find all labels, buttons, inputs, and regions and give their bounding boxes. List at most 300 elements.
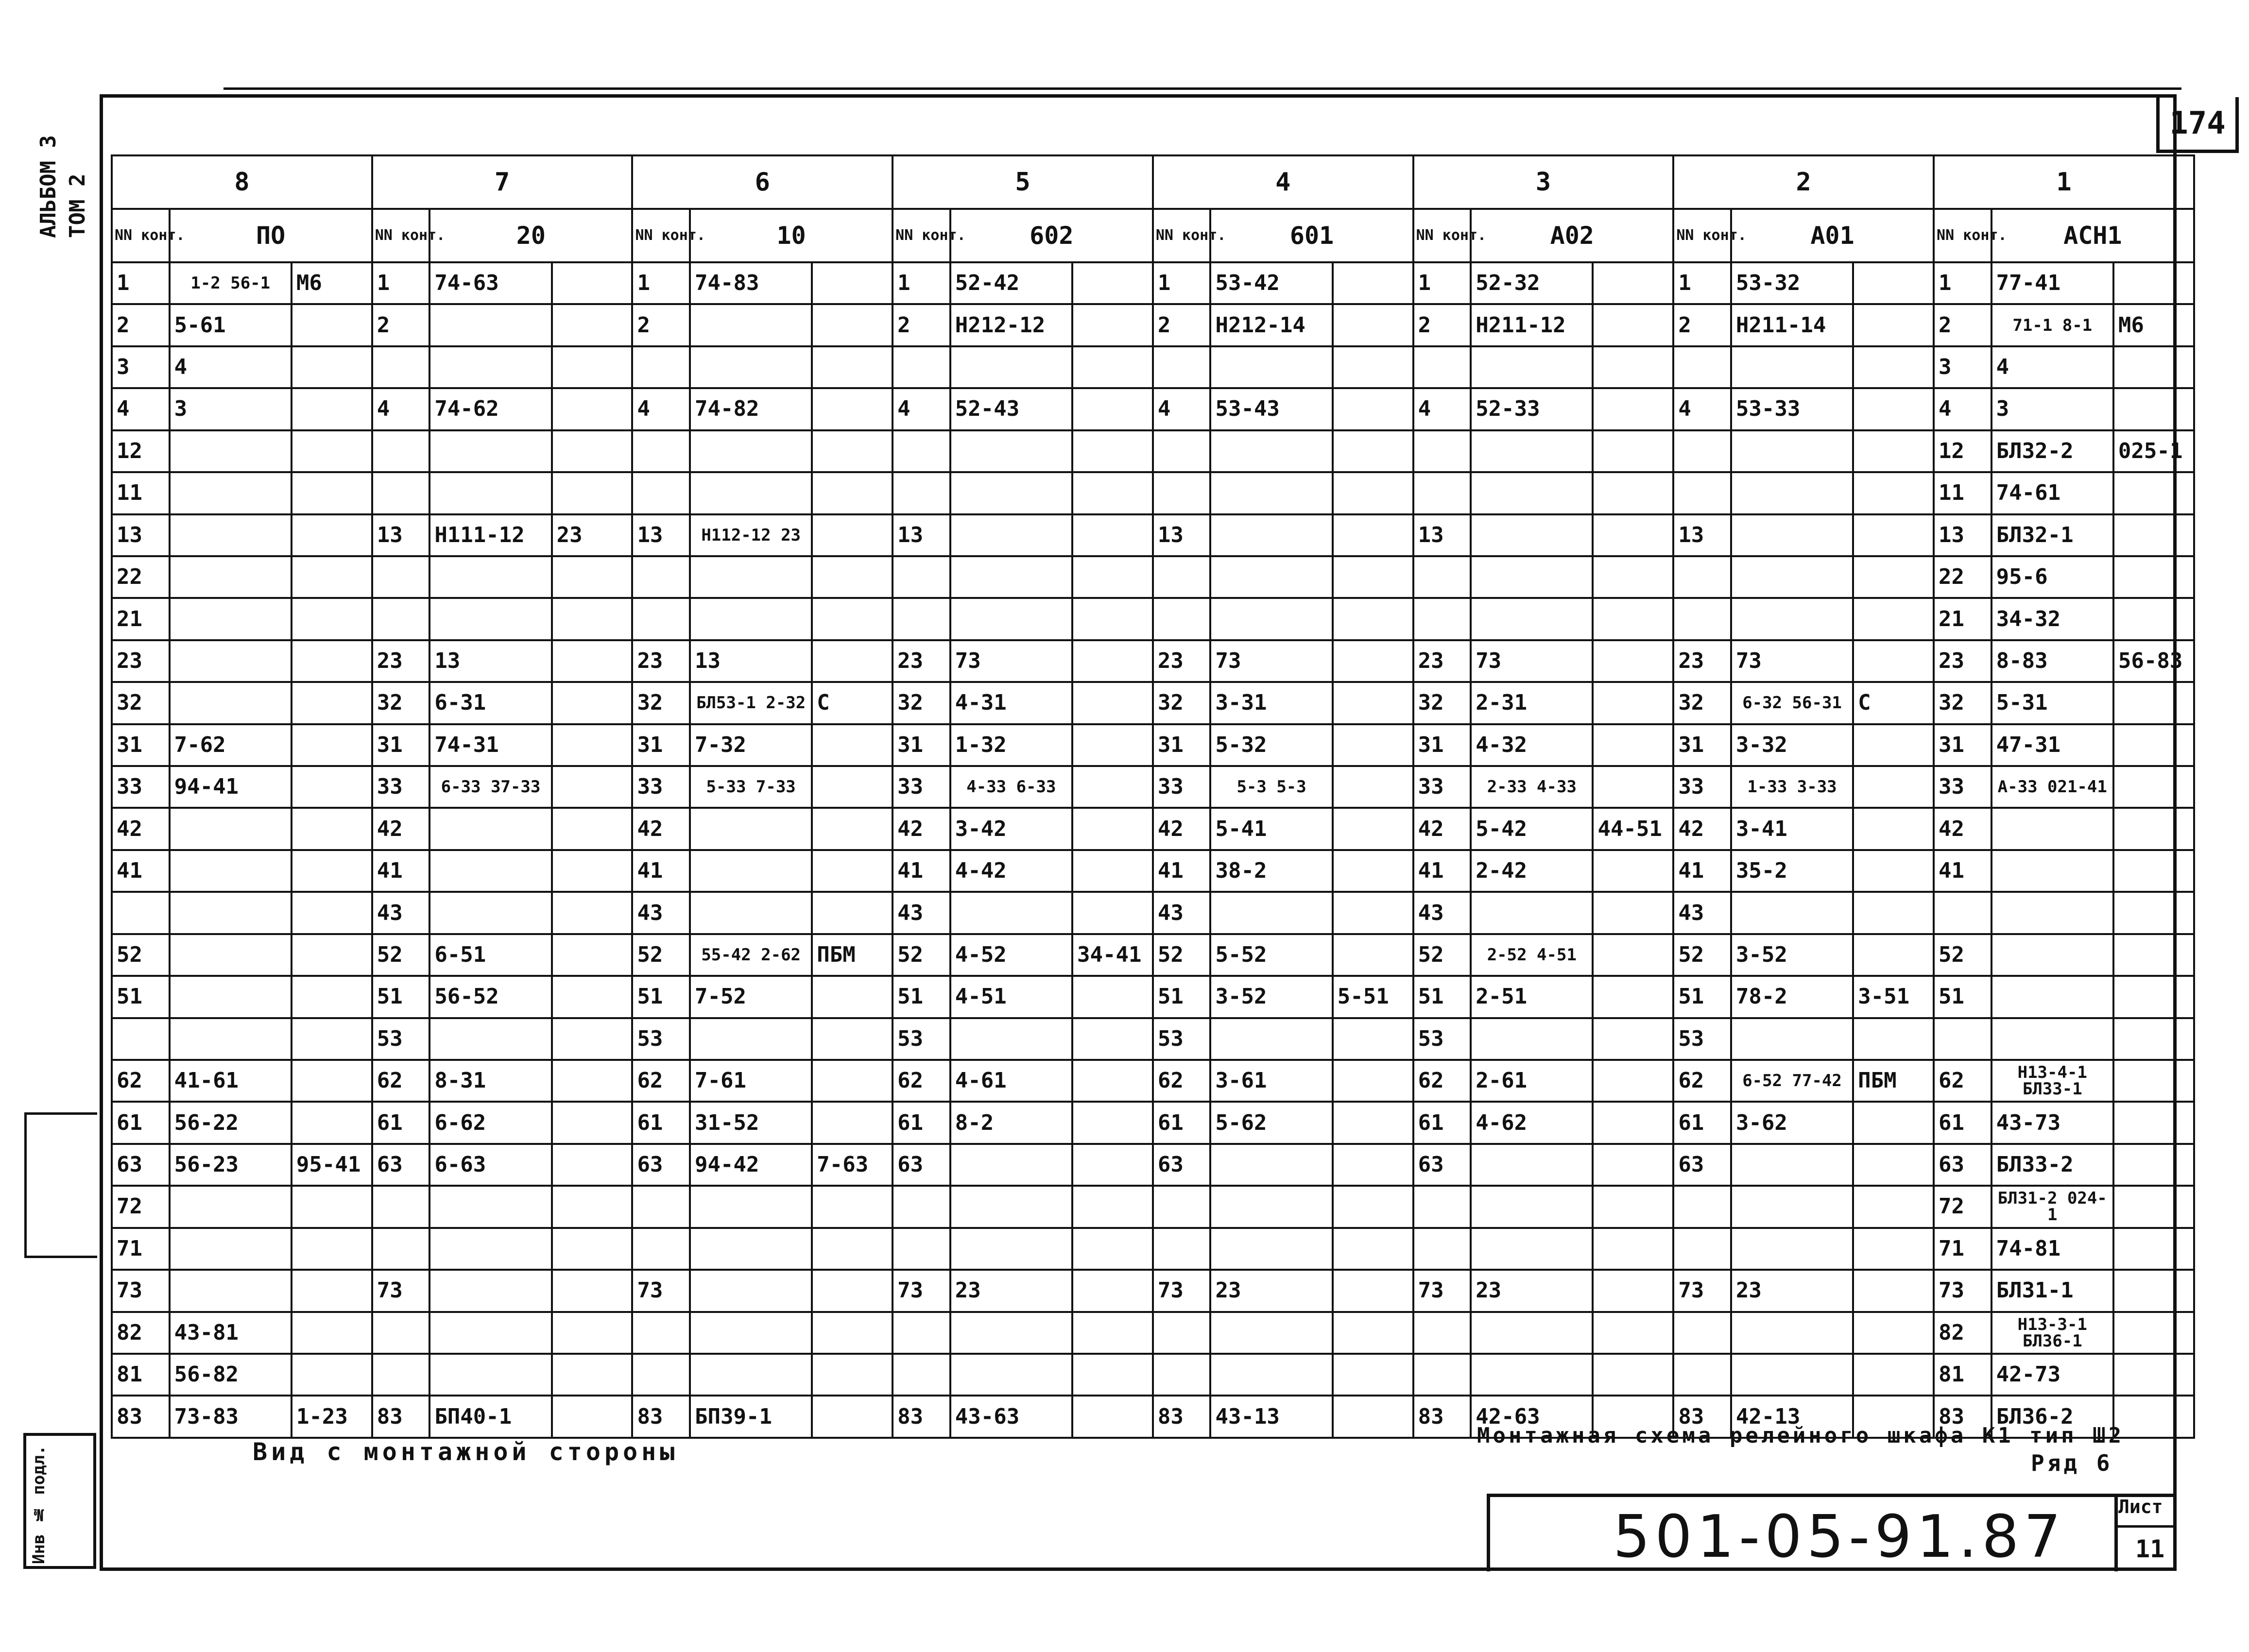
- contact-number-cell: 31: [632, 724, 690, 766]
- table-row: [112, 598, 2194, 640]
- contact-number-cell: 2: [1153, 304, 1211, 346]
- contact-number-cell: 22: [1934, 556, 1991, 598]
- extra-connection-cell: [2113, 1186, 2194, 1227]
- contact-number-cell: 31: [893, 724, 950, 766]
- extra-connection-cell: [812, 346, 893, 388]
- contact-number-cell: [893, 346, 950, 388]
- connection-cell: 3: [170, 388, 292, 430]
- extra-connection-cell: [2113, 472, 2194, 514]
- extra-connection-cell: [1853, 1354, 1934, 1396]
- connection-cell: 41-61: [170, 1060, 292, 1102]
- extra-connection-cell: [1072, 1018, 1153, 1060]
- connection-cell: [429, 1228, 551, 1270]
- extra-connection-cell: [552, 1186, 633, 1227]
- extra-connection-cell: [2113, 556, 2194, 598]
- extra-connection-cell: [552, 304, 633, 346]
- extra-connection-cell: [552, 1354, 633, 1396]
- extra-connection-cell: [812, 724, 893, 766]
- contact-number-cell: [632, 430, 690, 472]
- contact-number-cell: [1413, 1186, 1471, 1227]
- contact-number-cell: 23: [893, 640, 950, 682]
- connection-cell: 3-32: [1731, 724, 1853, 766]
- connection-cell: [950, 346, 1072, 388]
- contact-number-cell: [1673, 598, 1731, 640]
- contact-number-cell: [893, 1186, 950, 1227]
- connection-cell: [950, 472, 1072, 514]
- connection-cell: 23: [1471, 1270, 1593, 1311]
- contact-number-cell: 42: [372, 808, 430, 850]
- extra-connection-cell: [292, 1102, 372, 1143]
- connection-cell: [1991, 808, 2113, 850]
- connection-cell: [690, 304, 812, 346]
- connection-cell: [690, 598, 812, 640]
- table-row: [112, 724, 2194, 766]
- contact-number-cell: 61: [1673, 1102, 1731, 1143]
- contact-number-cell: 61: [632, 1102, 690, 1143]
- extra-connection-cell: [812, 388, 893, 430]
- connection-cell: 4-32: [1471, 724, 1593, 766]
- extra-connection-cell: [552, 976, 633, 1018]
- extra-connection-cell: [292, 388, 372, 430]
- contact-number-cell: 31: [372, 724, 430, 766]
- connection-cell: [170, 850, 292, 892]
- connection-cell: [690, 430, 812, 472]
- contact-number-cell: 63: [372, 1144, 430, 1186]
- contact-number-cell: 73: [1153, 1270, 1211, 1311]
- contact-number-cell: 11: [112, 472, 170, 514]
- connection-cell: 43-73: [1991, 1102, 2113, 1143]
- connection-cell: 74-82: [690, 388, 812, 430]
- contact-number-cell: 41: [1153, 850, 1211, 892]
- connection-cell: 47-31: [1991, 724, 2113, 766]
- contact-number-cell: 3: [112, 346, 170, 388]
- connection-cell: 56-23: [170, 1144, 292, 1186]
- connection-cell: [1210, 598, 1332, 640]
- connection-cell: 3-52: [1210, 976, 1332, 1018]
- extra-connection-cell: [1333, 1102, 1413, 1143]
- extra-connection-cell: [1853, 1312, 1934, 1354]
- connection-cell: [170, 808, 292, 850]
- contact-number-cell: [893, 1228, 950, 1270]
- contact-number-cell: [1153, 598, 1211, 640]
- connection-cell: [1471, 1228, 1593, 1270]
- contact-number-cell: 83: [1934, 1396, 1991, 1437]
- contact-number-cell: 33: [632, 766, 690, 808]
- connection-cell: 5-3 5-3: [1210, 766, 1332, 808]
- connection-cell: 3-41: [1731, 808, 1853, 850]
- contact-number-cell: [372, 1312, 430, 1354]
- extra-connection-cell: [1593, 934, 1673, 976]
- contact-number-cell: 2: [893, 304, 950, 346]
- contact-number-cell: 12: [1934, 430, 1991, 472]
- contact-number-cell: 23: [1673, 640, 1731, 682]
- connection-cell: [429, 304, 551, 346]
- contact-number-cell: [632, 598, 690, 640]
- device-name: А02: [1471, 209, 1673, 262]
- extra-connection-cell: [1072, 1102, 1153, 1143]
- connection-cell: [429, 598, 551, 640]
- contact-number-cell: 2: [372, 304, 430, 346]
- contact-number-cell: 73: [112, 1270, 170, 1311]
- connection-cell: 53-42: [1210, 262, 1332, 304]
- connection-cell: Н212-12: [950, 304, 1072, 346]
- drawing-subtitle: Ряд 6: [2031, 1450, 2113, 1476]
- contact-number-cell: 4: [112, 388, 170, 430]
- contact-number-cell: 71: [112, 1228, 170, 1270]
- extra-connection-cell: [2113, 1144, 2194, 1186]
- connection-cell: [1471, 1186, 1593, 1227]
- extra-connection-cell: [1853, 346, 1934, 388]
- extra-connection-cell: [1072, 304, 1153, 346]
- contact-number-cell: 1: [632, 262, 690, 304]
- drawing-title: Монтажная схема релейного шкафа К1 тип Ш2: [1477, 1423, 2125, 1448]
- page-number: 174: [2156, 97, 2239, 153]
- connection-cell: 73: [950, 640, 1072, 682]
- connection-cell: [950, 1228, 1072, 1270]
- extra-connection-cell: 5-51: [1333, 976, 1413, 1018]
- extra-connection-cell: [1333, 346, 1413, 388]
- table-row: [112, 976, 2194, 1018]
- table-row: [112, 556, 2194, 598]
- contact-number-cell: 62: [1673, 1060, 1731, 1102]
- extra-connection-cell: [1072, 262, 1153, 304]
- contact-number-cell: 82: [112, 1312, 170, 1354]
- extra-connection-cell: [1072, 514, 1153, 556]
- connection-cell: БП39-1: [690, 1396, 812, 1437]
- contact-number-cell: 1: [1934, 262, 1991, 304]
- extra-connection-cell: [1072, 682, 1153, 724]
- extra-connection-cell: [1853, 304, 1934, 346]
- connection-cell: 2-33 4-33: [1471, 766, 1593, 808]
- extra-connection-cell: [292, 850, 372, 892]
- contact-number-cell: 73: [1413, 1270, 1471, 1311]
- connection-cell: [1991, 934, 2113, 976]
- extra-connection-cell: [1853, 808, 1934, 850]
- connection-cell: [1471, 1018, 1593, 1060]
- extra-connection-cell: [812, 766, 893, 808]
- extra-connection-cell: [292, 766, 372, 808]
- connection-cell: [950, 1144, 1072, 1186]
- connection-cell: 4-42: [950, 850, 1072, 892]
- connection-cell: 6-33 37-33: [429, 766, 551, 808]
- connection-cell: [1210, 1018, 1332, 1060]
- connection-cell: 6-51: [429, 934, 551, 976]
- extra-connection-cell: [1072, 346, 1153, 388]
- connection-cell: 31-52: [690, 1102, 812, 1143]
- extra-connection-cell: [1853, 892, 1934, 934]
- group-number: 3: [1413, 155, 1674, 209]
- connection-cell: 53-32: [1731, 262, 1853, 304]
- extra-connection-cell: [812, 1102, 893, 1143]
- connection-cell: [1471, 556, 1593, 598]
- contact-number-cell: 61: [893, 1102, 950, 1143]
- connection-cell: 43-81: [170, 1312, 292, 1354]
- extra-connection-cell: [292, 430, 372, 472]
- table-row: [112, 388, 2194, 430]
- contact-number-cell: 21: [1934, 598, 1991, 640]
- contact-number-cell: 2: [112, 304, 170, 346]
- connection-cell: 73-83: [170, 1396, 292, 1437]
- connection-cell: 6-52 77-42: [1731, 1060, 1853, 1102]
- extra-connection-cell: [1333, 430, 1413, 472]
- contact-number-cell: 41: [1413, 850, 1471, 892]
- connection-cell: [429, 472, 551, 514]
- contact-number-cell: 83: [1413, 1396, 1471, 1437]
- connection-cell: [1210, 1312, 1332, 1354]
- contact-number-cell: [893, 598, 950, 640]
- connection-cell: 95-6: [1991, 556, 2113, 598]
- connection-cell: 42-63: [1471, 1396, 1593, 1437]
- contact-number-cell: 1: [372, 262, 430, 304]
- connection-cell: [1731, 1186, 1853, 1227]
- table-row: [112, 892, 2194, 934]
- device-name: 601: [1210, 209, 1413, 262]
- extra-connection-cell: [1593, 724, 1673, 766]
- contact-number-cell: 41: [1673, 850, 1731, 892]
- extra-connection-cell: [812, 1354, 893, 1396]
- extra-connection-cell: [552, 1060, 633, 1102]
- connection-cell: [429, 808, 551, 850]
- contact-number-cell: 32: [1413, 682, 1471, 724]
- extra-connection-cell: [552, 598, 633, 640]
- contact-number-cell: 62: [893, 1060, 950, 1102]
- extra-connection-cell: [1593, 430, 1673, 472]
- contact-number-cell: 12: [112, 430, 170, 472]
- sheet-divider: [2114, 1525, 2177, 1528]
- contact-number-cell: 3: [1934, 346, 1991, 388]
- extra-connection-cell: [2113, 682, 2194, 724]
- connection-cell: [1210, 892, 1332, 934]
- connection-cell: БЛ31-2 024-1: [1991, 1186, 2113, 1227]
- contact-number-cell: 32: [893, 682, 950, 724]
- extra-connection-cell: [2113, 346, 2194, 388]
- extra-connection-cell: [1072, 1186, 1153, 1227]
- connection-cell: 6-31: [429, 682, 551, 724]
- connection-cell: [690, 1312, 812, 1354]
- contact-number-cell: 32: [1673, 682, 1731, 724]
- contact-number-cell: [372, 1228, 430, 1270]
- connection-cell: 1-32: [950, 724, 1072, 766]
- extra-connection-cell: [292, 472, 372, 514]
- extra-connection-cell: [1593, 556, 1673, 598]
- connection-cell: 4-52: [950, 934, 1072, 976]
- extra-connection-cell: [1593, 1018, 1673, 1060]
- connection-cell: [1471, 346, 1593, 388]
- contact-number-cell: [893, 556, 950, 598]
- contact-number-cell: 42: [1673, 808, 1731, 850]
- connection-cell: [1731, 472, 1853, 514]
- extra-connection-cell: [292, 514, 372, 556]
- extra-connection-cell: 34-41: [1072, 934, 1153, 976]
- connection-cell: 94-41: [170, 766, 292, 808]
- contact-number-cell: 52: [1934, 934, 1991, 976]
- extra-connection-cell: [2113, 766, 2194, 808]
- contact-number-cell: 71: [1934, 1228, 1991, 1270]
- extra-connection-cell: [812, 1018, 893, 1060]
- connection-cell: 71-1 8-1: [1991, 304, 2113, 346]
- contact-number-cell: [1673, 346, 1731, 388]
- contact-number-cell: 63: [893, 1144, 950, 1186]
- extra-connection-cell: [2113, 1018, 2194, 1060]
- contact-number-cell: [1673, 430, 1731, 472]
- connection-cell: [1210, 556, 1332, 598]
- connection-cell: БП40-1: [429, 1396, 551, 1437]
- contact-number-cell: 32: [1934, 682, 1991, 724]
- extra-connection-cell: [552, 808, 633, 850]
- extra-connection-cell: [1853, 934, 1934, 976]
- contact-number-cell: 32: [112, 682, 170, 724]
- connection-cell: [1471, 1354, 1593, 1396]
- contact-number-cell: 33: [1673, 766, 1731, 808]
- extra-connection-cell: [1072, 724, 1153, 766]
- extra-connection-cell: [1333, 766, 1413, 808]
- album-line-1: АЛЬБОМ 3: [36, 135, 61, 238]
- connection-cell: [1210, 472, 1332, 514]
- connection-cell: [429, 556, 551, 598]
- extra-connection-cell: [1333, 1270, 1413, 1311]
- contact-number-cell: 4: [1413, 388, 1471, 430]
- connection-cell: 4-61: [950, 1060, 1072, 1102]
- connection-cell: 2-52 4-51: [1471, 934, 1593, 976]
- extra-connection-cell: [2113, 514, 2194, 556]
- extra-connection-cell: [552, 1144, 633, 1186]
- extra-connection-cell: [2113, 1312, 2194, 1354]
- extra-connection-cell: [812, 1228, 893, 1270]
- connection-cell: 35-2: [1731, 850, 1853, 892]
- connection-cell: 56-52: [429, 976, 551, 1018]
- extra-connection-cell: [1333, 598, 1413, 640]
- connection-cell: Н13-3-1 БЛ36-1: [1991, 1312, 2113, 1354]
- table-row: [112, 1144, 2194, 1186]
- extra-connection-cell: С: [812, 682, 893, 724]
- contact-number-cell: 43: [1673, 892, 1731, 934]
- extra-connection-cell: [2113, 934, 2194, 976]
- connection-cell: [429, 430, 551, 472]
- connection-cell: 2-51: [1471, 976, 1593, 1018]
- connection-cell: 5-42: [1471, 808, 1593, 850]
- connection-cell: [1471, 892, 1593, 934]
- extra-connection-cell: [292, 1060, 372, 1102]
- contact-number-cell: 53: [1673, 1018, 1731, 1060]
- connection-cell: [690, 892, 812, 934]
- contact-number-cell: 4: [893, 388, 950, 430]
- connection-cell: 56-82: [170, 1354, 292, 1396]
- extra-connection-cell: [2113, 892, 2194, 934]
- extra-connection-cell: [812, 304, 893, 346]
- contact-number-cell: [632, 472, 690, 514]
- terminal-table-wrap: [111, 154, 2195, 1437]
- contact-number-cell: 53: [372, 1018, 430, 1060]
- extra-connection-cell: [552, 430, 633, 472]
- connection-cell: 5-52: [1210, 934, 1332, 976]
- contact-number-cell: 63: [1153, 1144, 1211, 1186]
- contact-number-cell: 51: [112, 976, 170, 1018]
- connection-cell: [690, 472, 812, 514]
- extra-connection-cell: [1072, 556, 1153, 598]
- connection-cell: [1731, 1018, 1853, 1060]
- group-number: 8: [112, 155, 372, 209]
- contact-number-cell: 42: [112, 808, 170, 850]
- connection-cell: А-33 021-41: [1991, 766, 2113, 808]
- connection-cell: [1210, 1186, 1332, 1227]
- table-row: [112, 1018, 2194, 1060]
- extra-connection-cell: [812, 472, 893, 514]
- connection-cell: [690, 556, 812, 598]
- contact-number-cell: [1673, 556, 1731, 598]
- extra-connection-cell: [552, 682, 633, 724]
- extra-connection-cell: С: [1853, 682, 1934, 724]
- extra-connection-cell: [1853, 472, 1934, 514]
- connection-cell: [170, 682, 292, 724]
- extra-connection-cell: [1333, 1228, 1413, 1270]
- extra-connection-cell: [292, 682, 372, 724]
- contact-number-cell: 83: [893, 1396, 950, 1437]
- contact-number-cell: [372, 1186, 430, 1227]
- contact-number-cell: 62: [1934, 1060, 1991, 1102]
- contact-number-cell: 23: [1934, 640, 1991, 682]
- connection-cell: 23: [950, 1270, 1072, 1311]
- table-row: [112, 766, 2194, 808]
- extra-connection-cell: [292, 598, 372, 640]
- contact-number-cell: [1413, 346, 1471, 388]
- contact-number-cell: [112, 1018, 170, 1060]
- extra-connection-cell: [552, 1270, 633, 1311]
- connection-cell: 73: [1210, 640, 1332, 682]
- device-name: АСН1: [1991, 209, 2194, 262]
- connection-cell: [1731, 430, 1853, 472]
- extra-connection-cell: [1853, 724, 1934, 766]
- extra-connection-cell: [1333, 1354, 1413, 1396]
- connection-cell: Н211-14: [1731, 304, 1853, 346]
- connection-cell: [1731, 1312, 1853, 1354]
- extra-connection-cell: 025-1: [2113, 430, 2194, 472]
- connection-cell: [1471, 598, 1593, 640]
- connection-cell: [1991, 1018, 2113, 1060]
- connection-cell: [429, 892, 551, 934]
- extra-connection-cell: [812, 1312, 893, 1354]
- group-number: 1: [1934, 155, 2194, 209]
- connection-cell: 8-2: [950, 1102, 1072, 1143]
- connection-cell: 7-61: [690, 1060, 812, 1102]
- connection-cell: 7-62: [170, 724, 292, 766]
- contact-number-cell: 4: [1153, 388, 1211, 430]
- contact-number-cell: 43: [1413, 892, 1471, 934]
- connection-cell: [1471, 1144, 1593, 1186]
- connection-cell: [170, 472, 292, 514]
- connection-cell: 4-62: [1471, 1102, 1593, 1143]
- extra-connection-cell: [1333, 514, 1413, 556]
- contact-number-cell: 31: [1153, 724, 1211, 766]
- extra-connection-cell: [1593, 472, 1673, 514]
- view-caption: Вид с монтажной стороны: [253, 1438, 679, 1466]
- connection-cell: 2-61: [1471, 1060, 1593, 1102]
- connection-cell: [690, 850, 812, 892]
- extra-connection-cell: [1593, 1270, 1673, 1311]
- extra-connection-cell: [292, 640, 372, 682]
- extra-connection-cell: [812, 808, 893, 850]
- contact-number-cell: [372, 556, 430, 598]
- contact-number-cell: [1153, 556, 1211, 598]
- extra-connection-cell: [812, 892, 893, 934]
- contact-number-cell: [632, 1312, 690, 1354]
- connection-cell: [1991, 892, 2113, 934]
- contact-number-cell: 63: [1934, 1144, 1991, 1186]
- extra-connection-cell: [1333, 262, 1413, 304]
- extra-connection-cell: [1853, 1186, 1934, 1227]
- connection-cell: 5-41: [1210, 808, 1332, 850]
- contact-number-cell: 31: [112, 724, 170, 766]
- connection-cell: 8-31: [429, 1060, 551, 1102]
